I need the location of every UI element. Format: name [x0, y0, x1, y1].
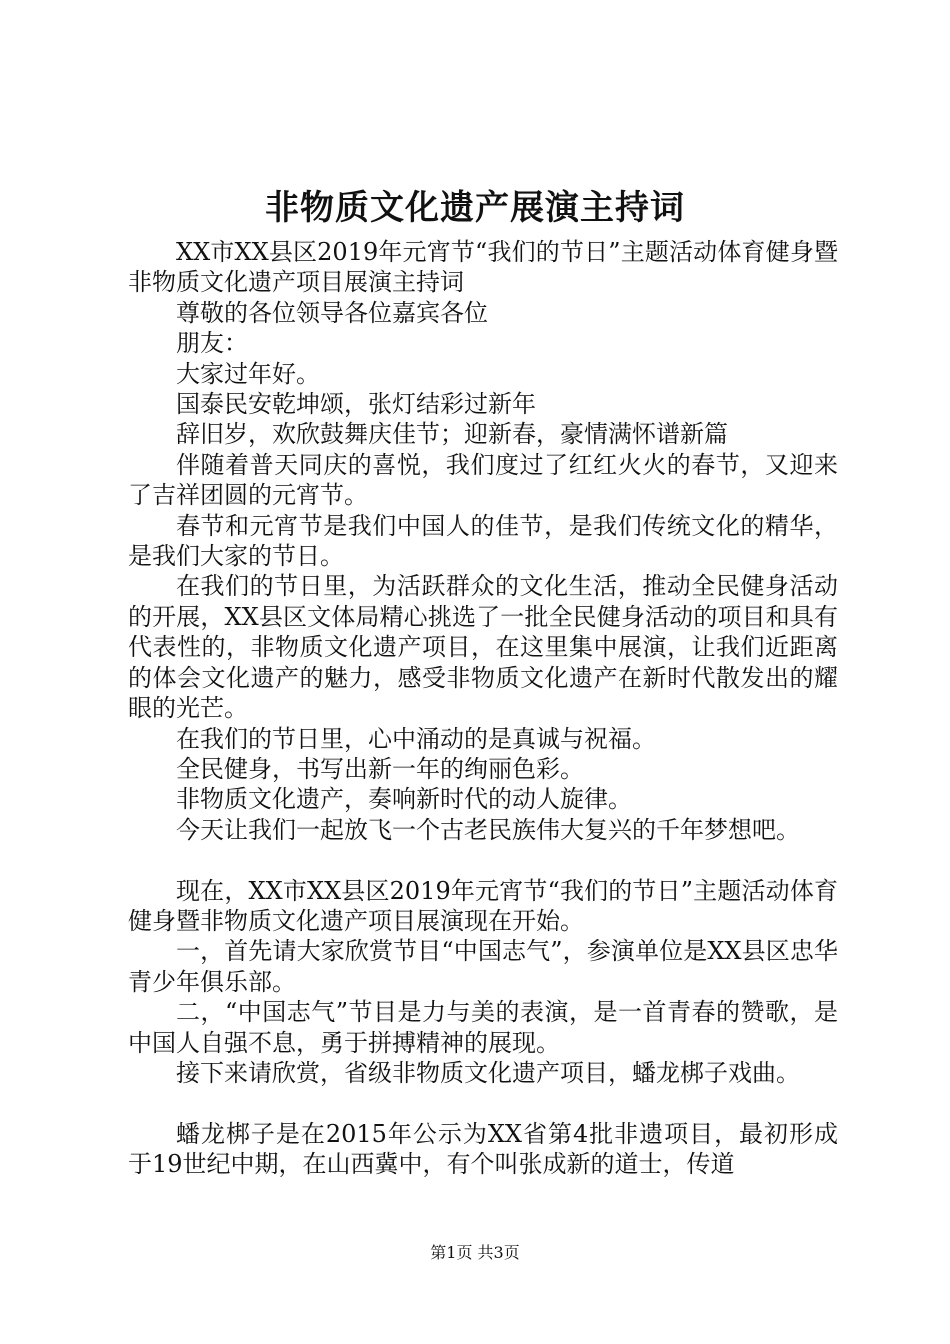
- paragraph: 在我们的节日里，心中涌动的是真诚与祝福。: [176, 724, 656, 753]
- paragraph: 春节和元宵节是我们中国人的佳节，是我们传统文化的精华，是我们大家的节日。: [128, 511, 838, 571]
- paragraph-spacer: [128, 1088, 838, 1118]
- document-body: [128, 237, 838, 1180]
- paragraph: 一，首先请大家欣赏节目“中国志气”，参演单位是XX县区忠华青少年俱乐部。: [128, 937, 838, 996]
- paragraph: XX市XX县区2019年元宵节“我们的节日”主题活动体育健身暨非物质文化遗产项目展演主持词: [128, 238, 838, 297]
- paragraph: 大家过年好。: [176, 359, 320, 388]
- page-footer: 第1页 共3页: [430, 1243, 520, 1262]
- document-title: 非物质文化遗产展演主持词: [265, 188, 685, 228]
- paragraph: 辞旧岁，欢欣鼓舞庆佳节；迎新春，豪情满怀谱新篇: [176, 420, 728, 449]
- paragraph: 尊敬的各位领导各位嘉宾各位: [176, 298, 488, 327]
- paragraph: 现在，XX市XX县区2019年元宵节“我们的节日”主题活动体育健身暨非物质文化遗产项目展演现在开始。: [128, 876, 838, 935]
- paragraph: 今天让我们一起放飞一个古老民族伟大复兴的千年梦想吧。: [176, 815, 800, 844]
- paragraph: 国泰民安乾坤颂，张灯结彩过新年: [176, 390, 536, 419]
- paragraph: 全民健身，书写出新一年的绚丽色彩。: [176, 754, 584, 783]
- paragraph: 朋友：: [176, 329, 248, 358]
- paragraph: 二，“中国志气”节目是力与美的表演，是一首青春的赞歌，是中国人自强不息，勇于拼搏精神的展现。: [128, 998, 838, 1057]
- paragraph: 蟠龙梆子是在2015年公示为XX省第4批非遗项目，最初形成于19世纪中期，在山西冀中，有个叫张成新的道士，传道: [128, 1119, 838, 1179]
- paragraph: 接下来请欣赏，省级非物质文化遗产项目，蟠龙梆子戏曲。: [176, 1058, 800, 1087]
- paragraph-spacer: [128, 845, 838, 875]
- paragraph: 非物质文化遗产，奏响新时代的动人旋律。: [176, 785, 632, 814]
- paragraph: 在我们的节日里，为活跃群众的文化生活，推动全民健身活动的开展，XX县区文体局精心挑选了一批全民健身活动的项目和具有代表性的，非物质文化遗产项目，在这里集中展演，让我们近距离的体会文化遗产的魅力，感受非物质文化遗产在新时代散发出的耀眼的光芒。: [128, 572, 838, 723]
- paragraph: 伴随着普天同庆的喜悦，我们度过了红红火火的春节，又迎来了吉祥团圆的元宵节。: [128, 450, 838, 510]
